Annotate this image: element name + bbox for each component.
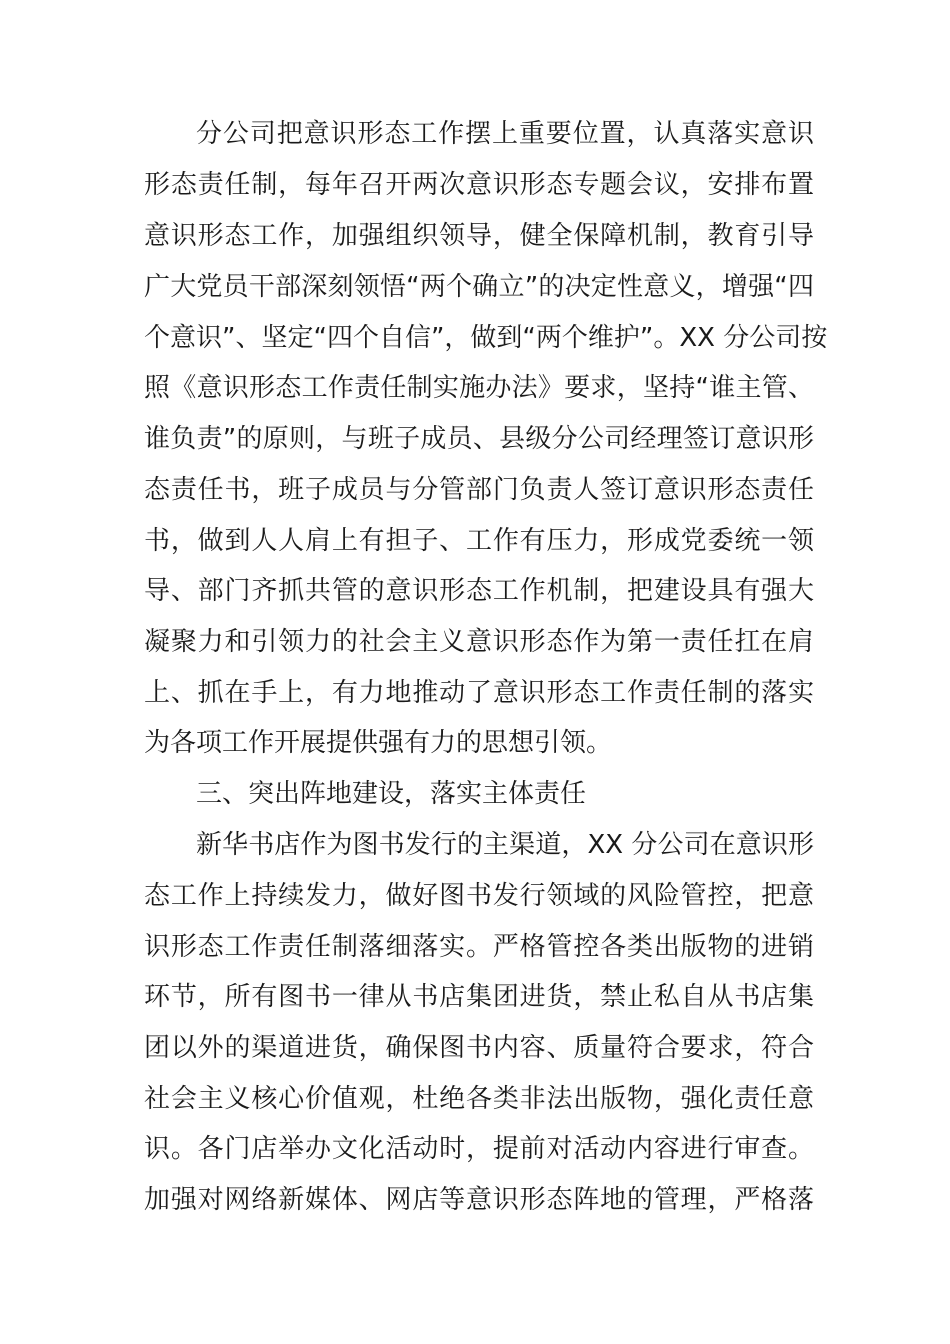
paragraph-line: 形态责任制，每年召开两次意识形态专题会议，安排布置 — [144, 170, 814, 200]
paragraph-line: 书，做到人人肩上有担子、工作有压力，形成党委统一领 — [144, 526, 814, 556]
paragraph-line: 识形态工作责任制落细落实。严格管控各类出版物的进销 — [144, 932, 814, 962]
paragraph-line: 个意识”、坚定“四个自信”，做到“两个维护”。XX 分公司按 — [144, 323, 828, 353]
paragraph-line: 分公司把意识形态工作摆上重要位置，认真落实意识 — [196, 119, 814, 149]
section-heading: 三、突出阵地建设，落实主体责任 — [196, 779, 587, 809]
paragraph-line: 谁负责”的原则，与班子成员、县级分公司经理签订意识形 — [144, 424, 814, 454]
paragraph-line: 环节，所有图书一律从书店集团进货，禁止私自从书店集 — [144, 982, 814, 1012]
paragraph-line: 态工作上持续发力，做好图书发行领域的风险管控，把意 — [144, 881, 814, 911]
paragraph-line: 广大党员干部深刻领悟“两个确立”的决定性意义，增强“四 — [144, 272, 814, 302]
paragraph-line: 加强对网络新媒体、网店等意识形态阵地的管理，严格落 — [144, 1185, 814, 1215]
paragraph-line: 团以外的渠道进货，确保图书内容、质量符合要求，符合 — [144, 1033, 814, 1063]
paragraph-line: 态责任书，班子成员与分管部门负责人签订意识形态责任 — [144, 475, 814, 505]
paragraph-line: 照《意识形态工作责任制实施办法》要求，坚持“谁主管、 — [144, 373, 814, 403]
paragraph-line: 导、部门齐抓共管的意识形态工作机制，把建设具有强大 — [144, 576, 814, 606]
paragraph-line: 新华书店作为图书发行的主渠道，XX 分公司在意识形 — [196, 830, 814, 860]
paragraph-line: 意识形态工作，加强组织领导，健全保障机制，教育引导 — [144, 221, 814, 251]
paragraph-line: 社会主义核心价值观，杜绝各类非法出版物，强化责任意 — [144, 1084, 814, 1114]
paragraph-line: 识。各门店举办文化活动时，提前对活动内容进行审查。 — [144, 1134, 814, 1164]
paragraph-line: 上、抓在手上，有力地推动了意识形态工作责任制的落实 — [144, 678, 814, 708]
paragraph-line: 为各项工作开展提供强有力的思想引领。 — [144, 728, 613, 758]
paragraph-line: 凝聚力和引领力的社会主义意识形态作为第一责任扛在肩 — [144, 627, 814, 657]
